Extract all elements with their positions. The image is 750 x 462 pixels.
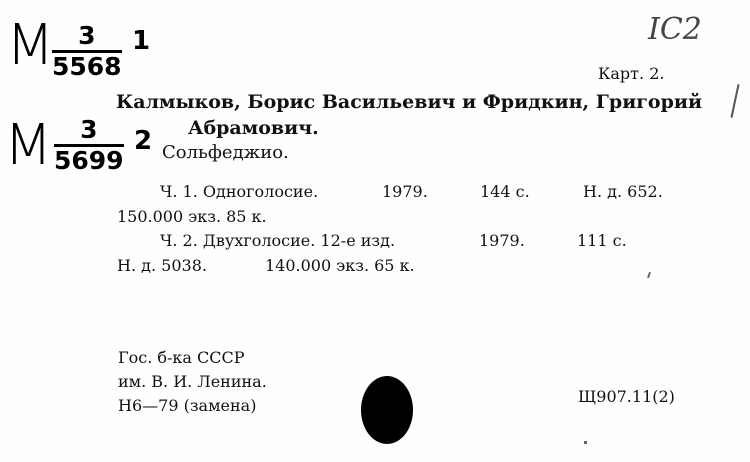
pencil-note: IC2	[648, 12, 702, 47]
shelfmark-fraction	[54, 116, 124, 174]
book-title: Сольфеджио.	[162, 142, 289, 163]
card-number: Карт. 2.	[598, 64, 665, 83]
part-2-pages: 111 с.	[577, 231, 627, 250]
part-1-pages: 144 с.	[480, 182, 530, 201]
part-2-label: Ч. 2. Двухголосие. 12-е изд.	[160, 231, 396, 250]
authors-line-2: Абрамович.	[188, 117, 319, 139]
part-1-catalog: Н. д. 652.	[583, 182, 663, 201]
library-line-2: им. В. И. Ленина.	[118, 372, 267, 391]
shelfmark-denominator: 5699	[54, 145, 124, 175]
part-2-catalog: Н. д. 5038.	[117, 256, 207, 275]
part-1-label: Ч. 1. Одноголосие.	[160, 182, 319, 201]
shelfmark-denominator: 5568	[52, 51, 122, 81]
part-2-year: 1979.	[479, 231, 525, 250]
library-line-1: Гос. б-ка СССР	[118, 348, 245, 367]
punch-hole	[361, 376, 413, 444]
shelfmark-letter: M	[6, 13, 55, 78]
authors-line-1: Калмыков, Борис Васильевич и Фридкин, Григорий	[116, 91, 703, 113]
copy-number: 2	[134, 126, 153, 156]
classification-code: Щ907.11(2)	[578, 387, 675, 406]
shelfmark-numerator: 3	[54, 116, 124, 147]
shelfmark-fraction	[52, 22, 122, 80]
stray-mark	[647, 272, 651, 278]
shelfmark-letter: M	[4, 113, 53, 178]
stray-mark	[730, 84, 739, 118]
part-2-print-run: 140.000 экз. 65 к.	[265, 256, 415, 275]
library-line-3: Н6—79 (замена)	[118, 396, 257, 415]
copy-number: 1	[132, 26, 151, 56]
stray-mark	[584, 441, 587, 444]
part-1-year: 1979.	[382, 182, 428, 201]
part-1-print-run: 150.000 экз. 85 к.	[117, 207, 267, 226]
shelfmark-numerator: 3	[52, 22, 122, 53]
